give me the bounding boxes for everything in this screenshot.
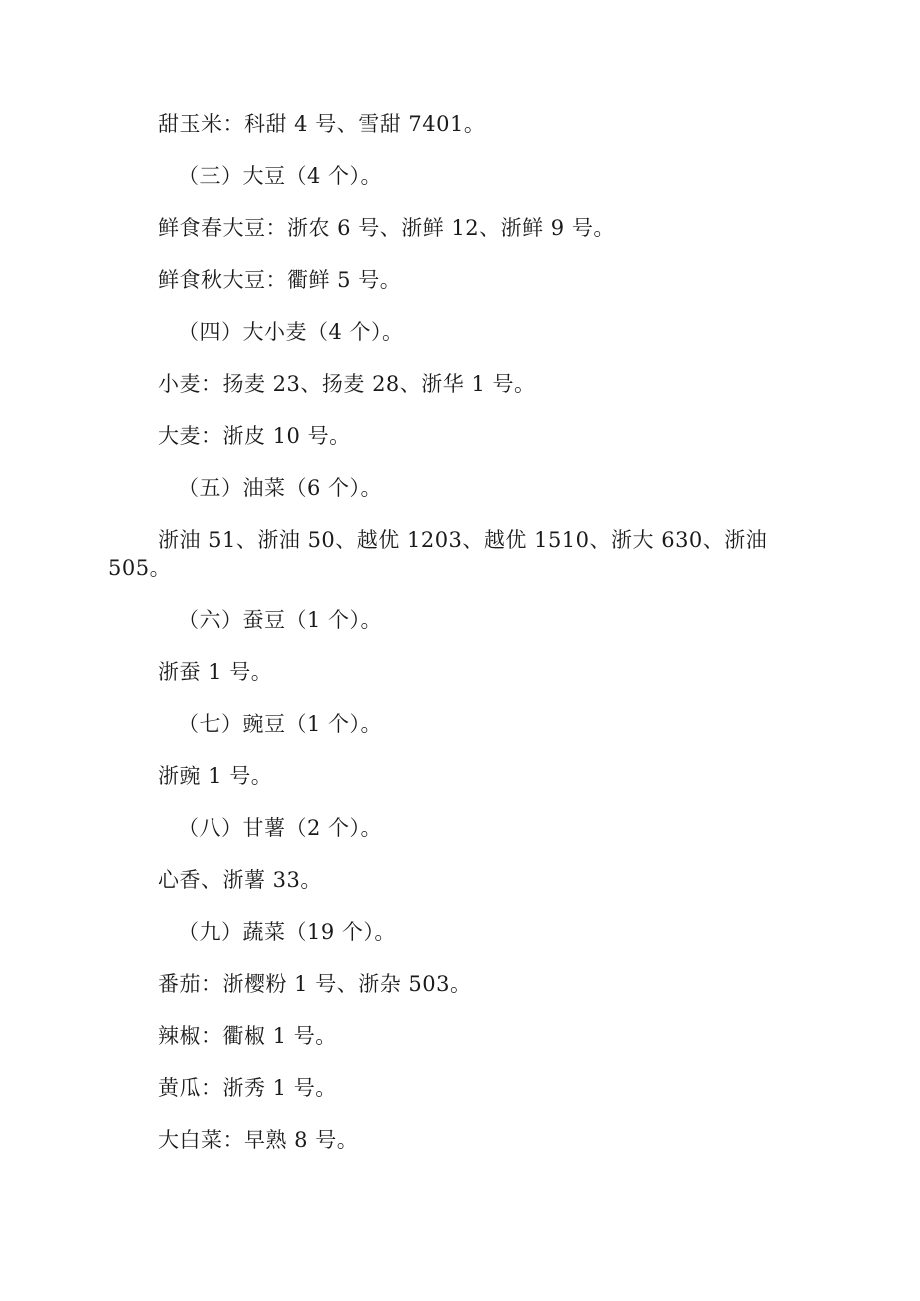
section-heading-vegetables: （九）蔬菜（19 个）。 bbox=[178, 920, 396, 944]
pea-varieties: 浙豌 1 号。 bbox=[158, 764, 273, 788]
cucumber-varieties: 黄瓜：浙秀 1 号。 bbox=[158, 1076, 337, 1100]
section-heading-pea: （七）豌豆（1 个）。 bbox=[178, 712, 383, 736]
barley-varieties: 大麦：浙皮 10 号。 bbox=[158, 424, 351, 448]
section-heading-soybean: （三）大豆（4 个）。 bbox=[178, 164, 383, 188]
wheat-varieties: 小麦：扬麦 23、扬麦 28、浙华 1 号。 bbox=[158, 372, 536, 396]
rapeseed-varieties: 浙油 51、浙油 50、越优 1203、越优 1510、浙大 630、浙油 505。 bbox=[108, 528, 768, 580]
pepper-varieties: 辣椒：衢椒 1 号。 bbox=[158, 1024, 337, 1048]
sweet-corn-varieties: 甜玉米：科甜 4 号、雪甜 7401。 bbox=[158, 112, 486, 136]
section-heading-sweet-potato: （八）甘薯（2 个）。 bbox=[178, 816, 383, 840]
section-heading-wheat-barley: （四）大小麦（4 个）。 bbox=[178, 320, 404, 344]
chinese-cabbage-varieties: 大白菜：早熟 8 号。 bbox=[158, 1128, 359, 1152]
tomato-varieties: 番茄：浙樱粉 1 号、浙杂 503。 bbox=[158, 972, 472, 996]
fresh-autumn-soybean-varieties: 鲜食秋大豆：衢鲜 5 号。 bbox=[158, 268, 402, 292]
section-heading-broad-bean: （六）蚕豆（1 个）。 bbox=[178, 608, 383, 632]
sweet-potato-varieties: 心香、浙薯 33。 bbox=[158, 868, 322, 892]
fresh-spring-soybean-varieties: 鲜食春大豆：浙农 6 号、浙鲜 12、浙鲜 9 号。 bbox=[158, 216, 615, 240]
section-heading-rapeseed: （五）油菜（6 个）。 bbox=[178, 476, 383, 500]
broad-bean-varieties: 浙蚕 1 号。 bbox=[158, 660, 273, 684]
